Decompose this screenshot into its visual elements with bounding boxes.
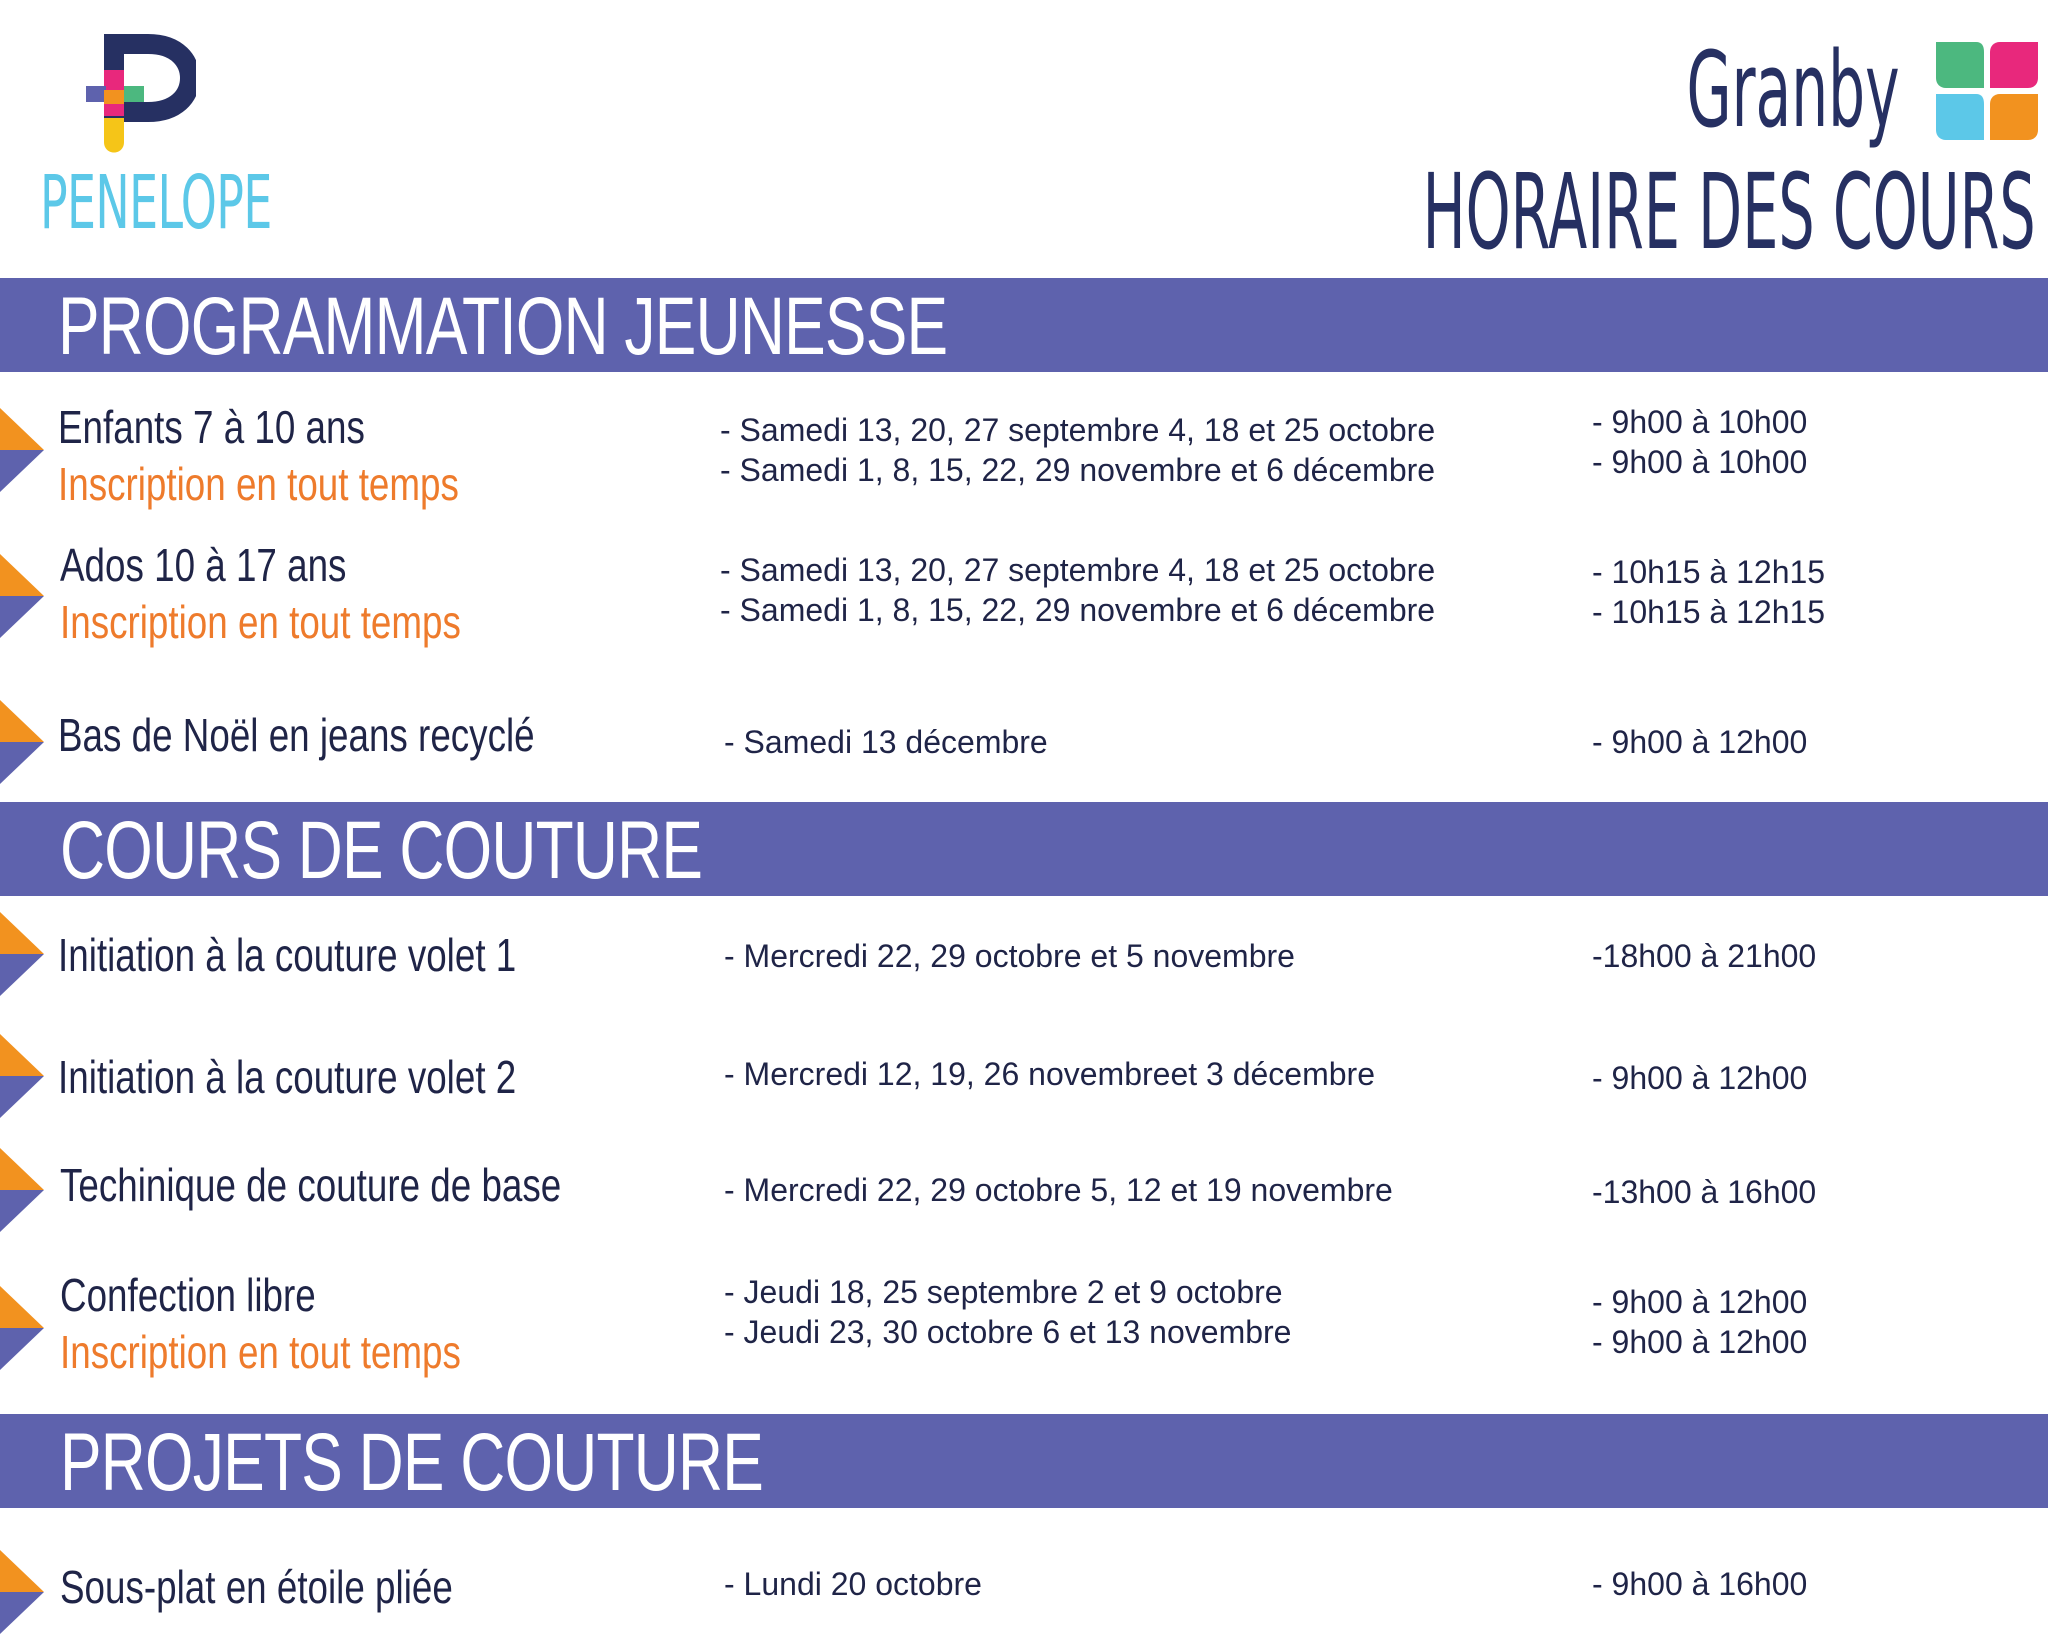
section-title: PROGRAMMATION JEUNESSE xyxy=(58,281,948,372)
course-hours xyxy=(1592,722,1807,762)
course-name: Techinique de couture de base xyxy=(60,1159,562,1211)
course-hours xyxy=(1592,1058,1807,1098)
date-line: - Lundi 20 octobre xyxy=(724,1566,982,1602)
course-name: Confection libre xyxy=(60,1269,316,1321)
hour-line: - 10h15 à 12h15 xyxy=(1592,594,1826,630)
date-line: - Mercredi 12, 19, 26 novembreet 3 décembre xyxy=(724,1056,1375,1092)
orange-purple-marker-icon xyxy=(0,912,44,996)
course-dates xyxy=(724,1054,1375,1094)
date-line: - Samedi 1, 8, 15, 22, 29 novembre et 6 décembre xyxy=(720,592,1436,628)
date-line: - Samedi 13 décembre xyxy=(724,724,1048,760)
course-hours xyxy=(1592,1282,1807,1362)
penelope-logo-text: PENELOPE xyxy=(40,160,272,246)
course-dates xyxy=(724,1170,1393,1210)
granby-logo-icon xyxy=(1936,42,2038,140)
date-line: - Mercredi 22, 29 octobre et 5 novembre xyxy=(724,938,1295,974)
orange-purple-marker-icon xyxy=(0,1550,44,1634)
course-name: Initiation à la couture volet 1 xyxy=(58,929,517,981)
course-dates xyxy=(720,550,1435,630)
orange-purple-marker-icon xyxy=(0,1148,44,1232)
inscription-note: Inscription en tout temps xyxy=(60,596,461,648)
hour-line: - 10h15 à 12h15 xyxy=(1592,554,1826,590)
course-dates xyxy=(724,722,1048,762)
section-banner xyxy=(0,1414,2048,1508)
orange-purple-marker-icon xyxy=(0,408,44,492)
section-title: COURS DE COUTURE xyxy=(60,805,703,896)
orange-purple-marker-icon xyxy=(0,1286,44,1370)
date-line: - Jeudi 18, 25 septembre 2 et 9 octobre xyxy=(724,1274,1283,1310)
penelope-logo-icon xyxy=(86,34,196,164)
course-hours xyxy=(1592,1564,1807,1604)
course-hours xyxy=(1592,552,1825,632)
hour-line: - 9h00 à 12h00 xyxy=(1592,724,1808,760)
course-dates xyxy=(724,1272,1291,1352)
hour-line: - 9h00 à 16h00 xyxy=(1592,1566,1808,1602)
date-line: - Mercredi 22, 29 octobre 5, 12 et 19 novembre xyxy=(724,1172,1393,1208)
course-dates xyxy=(724,1564,982,1604)
hour-line: - 9h00 à 10h00 xyxy=(1592,404,1808,440)
orange-purple-marker-icon xyxy=(0,700,44,784)
course-name: Initiation à la couture volet 2 xyxy=(58,1051,517,1103)
course-name: Ados 10 à 17 ans xyxy=(60,539,347,591)
course-hours xyxy=(1592,1172,1816,1212)
date-line: - Samedi 13, 20, 27 septembre 4, 18 et 25 octobre xyxy=(720,412,1436,448)
hour-line: - 9h00 à 12h00 xyxy=(1592,1060,1808,1096)
inscription-note: Inscription en tout temps xyxy=(60,1326,461,1378)
course-hours xyxy=(1592,936,1816,976)
date-line: - Samedi 1, 8, 15, 22, 29 novembre et 6 décembre xyxy=(720,452,1436,488)
date-line: - Samedi 13, 20, 27 septembre 4, 18 et 25 octobre xyxy=(720,552,1436,588)
course-name: Enfants 7 à 10 ans xyxy=(58,401,365,453)
inscription-note: Inscription en tout temps xyxy=(58,458,459,510)
course-hours xyxy=(1592,402,1807,482)
horaire-des-cours-title: HORAIRE DES COURS xyxy=(1422,151,2036,273)
course-name: Bas de Noël en jeans recyclé xyxy=(58,709,535,761)
course-name: Sous-plat en étoile pliée xyxy=(60,1561,453,1613)
orange-purple-marker-icon xyxy=(0,554,44,638)
section-banner xyxy=(0,802,2048,896)
hour-line: -13h00 à 16h00 xyxy=(1592,1174,1817,1210)
section-banner xyxy=(0,278,2048,372)
hour-line: -18h00 à 21h00 xyxy=(1592,938,1817,974)
granby-title: Granby xyxy=(1686,29,1900,151)
hour-line: - 9h00 à 12h00 xyxy=(1592,1324,1808,1360)
date-line: - Jeudi 23, 30 octobre 6 et 13 novembre xyxy=(724,1314,1292,1350)
hour-line: - 9h00 à 12h00 xyxy=(1592,1284,1808,1320)
orange-purple-marker-icon xyxy=(0,1034,44,1118)
hour-line: - 9h00 à 10h00 xyxy=(1592,444,1808,480)
section-title: PROJETS DE COUTURE xyxy=(60,1417,764,1508)
course-dates xyxy=(720,410,1435,490)
course-dates xyxy=(724,936,1295,976)
